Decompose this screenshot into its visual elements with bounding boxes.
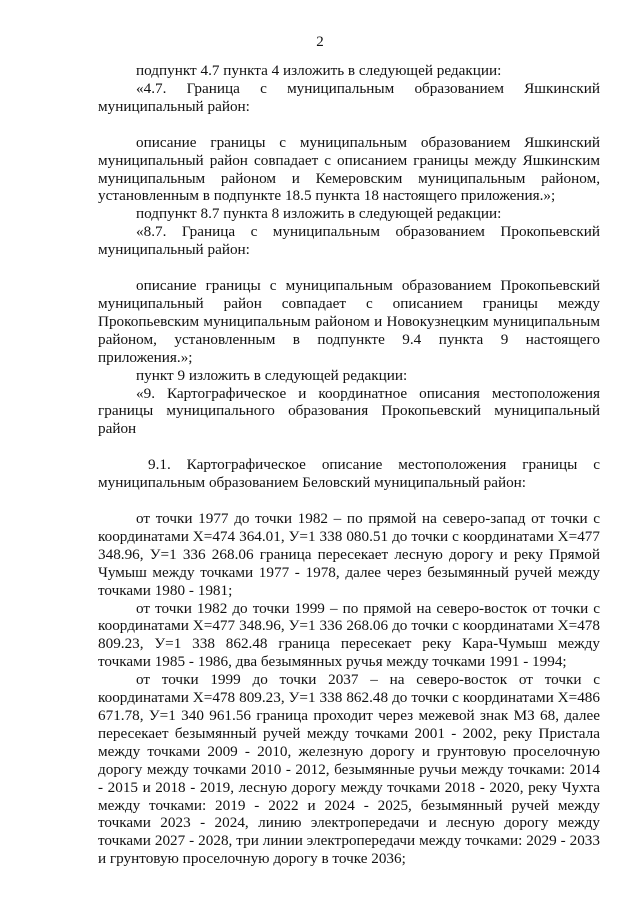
- paragraph-heading-9-1: 9.1. Картографическое описание местоположения границы с муниципальным образованием Беловский муниципальный район:: [98, 456, 600, 492]
- paragraph-description-4-7: описание границы с муниципальным образованием Яшкинский муниципальный район совпадает с описанием границы между Яшкинским муниципальным районом и Кемеровским муниципальным районом, установленным в подпункте 18.5 пункта 18 настоящего приложения.»;: [98, 133, 600, 205]
- paragraph-segment-1982-1999: от точки 1982 до точки 1999 – по прямой на северо-восток от точки с координатами X=477 348.96, У=1 336 268.06 до точки с координатами X=478 809.23, У=1 338 862.48 граница пересекает реку Кара-Чумыш между точками 1985 - 1986, два безымянных ручья между точками 1991 - 1994;: [98, 599, 600, 671]
- paragraph-instruction-9: пункт 9 изложить в следующей редакции:: [136, 366, 408, 384]
- document-body: [98, 62, 600, 868]
- paragraph-description-8-7: описание границы с муниципальным образованием Прокопьевский муниципальный район совпадает с описанием границы между Прокопьевским муниципальным районом и Новокузнецким муниципальным районом, установленным в подпункте 9.4 пункта 9 настоящего приложения.»;: [98, 277, 600, 366]
- paragraph-heading-4-7: «4.7. Граница с муниципальным образованием Яшкинский муниципальный район:: [98, 79, 600, 115]
- blank-line: [98, 259, 600, 277]
- paragraph-heading-9: «9. Картографическое и координатное описания местоположения границы муниципального образования Прокопьевский муниципальный район: [98, 384, 600, 438]
- paragraph-segment-1977-1982: от точки 1977 до точки 1982 – по прямой на северо-запад от точки с координатами X=474 364.01, У=1 338 080.51 до точки с координатами X=477 348.96, У=1 336 268.06 граница пересекает лесную дорогу и реку Прямой Чумыш между точками 1977 - 1978, далее через безымянный ручей между точками 1980 - 1981;: [98, 510, 600, 599]
- blank-line: [98, 438, 600, 456]
- paragraph-heading-8-7: «8.7. Граница с муниципальным образованием Прокопьевский муниципальный район:: [98, 223, 600, 259]
- paragraph-segment-1999-2037: от точки 1999 до точки 2037 – на северо-восток от точки с координатами X=478 809.23, У=1 338 862.48 до точки с координатами X=486 671.78, У=1 340 961.56 граница проходит через межевой знак МЗ 68, далее пересекает безымянный ручей между точками 2001 - 2002, реку Пристала между точками 2009 - 2010, железную дорогу и грунтовую проселочную дорогу между точками 2010 - 2012, безымянные ручьи между точками: 2014 - 2015 и 2018 - 2019, лесную дорогу между точками 2018 - 2020, реку Чухта между точками: 2019 - 2022 и 2024 - 2025, безымянный ручей между точками 2023 - 2024, линию электропередачи и лесную дорогу между точками 2027 - 2028, три линии электропередачи между точками: 2029 - 2033 и грунтовую проселочную дорогу в точке 2036;: [98, 671, 600, 868]
- blank-line: [98, 116, 600, 134]
- blank-line: [98, 492, 600, 510]
- page-number: 2: [316, 34, 324, 50]
- paragraph-instruction-8-7: подпункт 8.7 пункта 8 изложить в следующей редакции:: [136, 205, 502, 223]
- paragraph-instruction-4-7: подпункт 4.7 пункта 4 изложить в следующей редакции:: [136, 62, 502, 79]
